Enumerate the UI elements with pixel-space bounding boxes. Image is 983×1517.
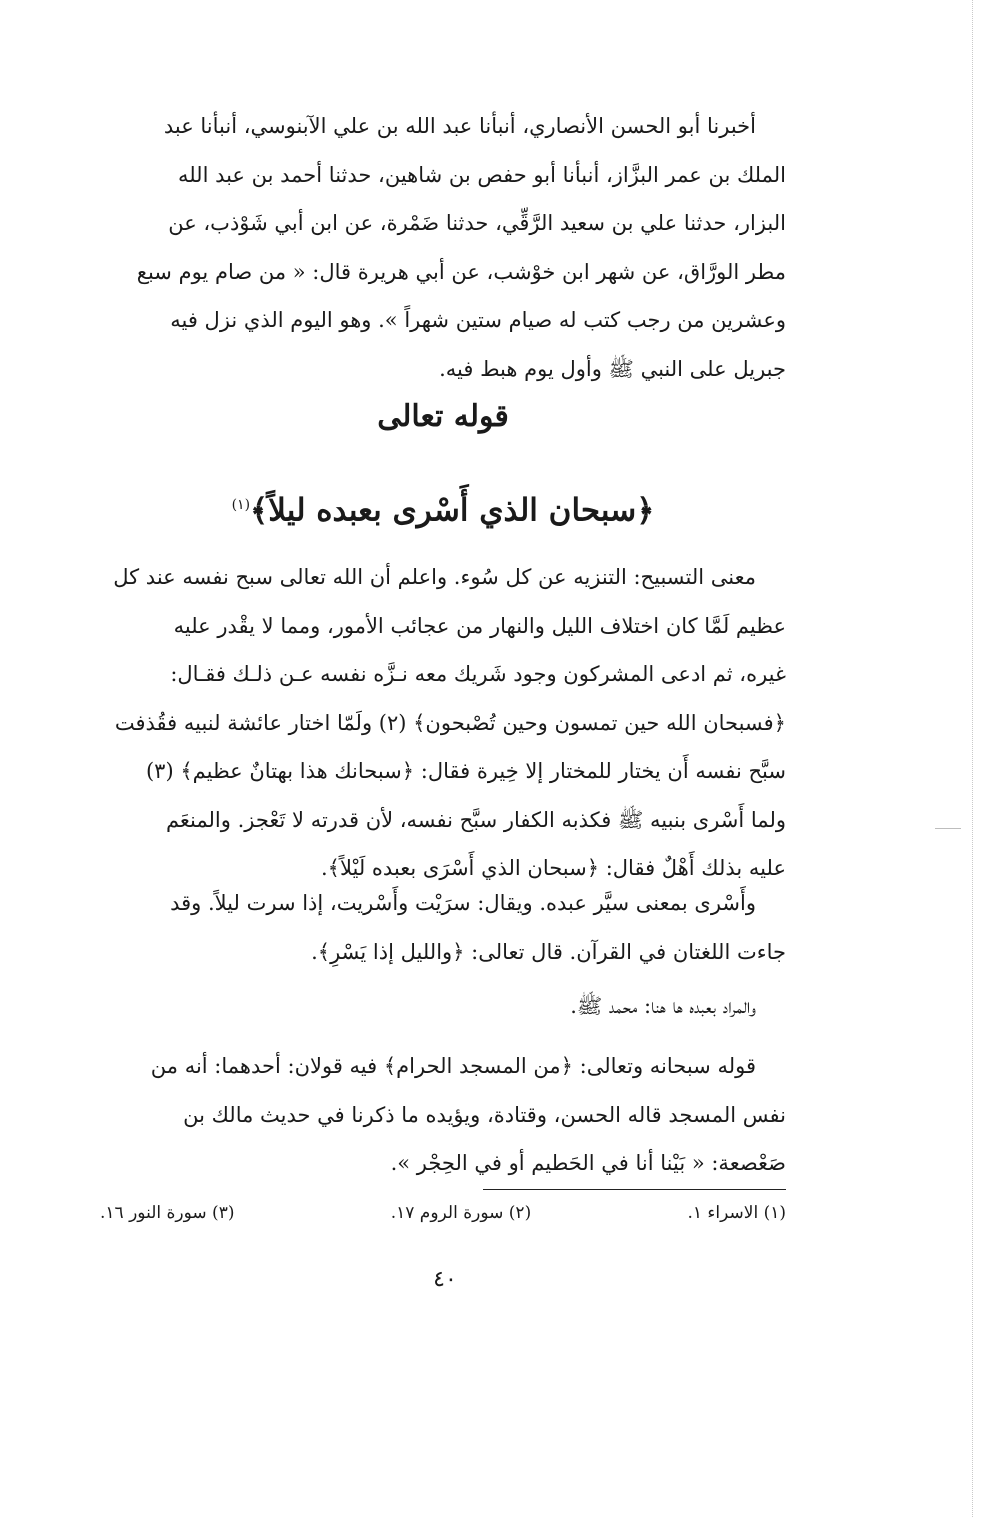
- footnote-2: (٢) سورة الروم ١٧.: [390, 1203, 532, 1223]
- text-line: أخبرنا أبو الحسن الأنصاري، أنبأنا عبد الله بن علي الآبنوسي، أنبأنا عبد: [163, 114, 756, 138]
- text-line: والمراد بعبده ها هنا: محمد ﷺ.: [570, 994, 756, 1018]
- text-line: عليه بذلك أَهْلٌ فقال: ﴿سبحان الذي أَسْرَى بعبده لَيْلاً﴾.: [321, 856, 786, 880]
- text-line: مطر الورَّاق، عن شهر ابن خوْشب، عن أبي هريرة قال: « من صام يوم سبع: [136, 259, 786, 284]
- paragraph-masjid: [100, 1042, 786, 1188]
- text-line: نفس المسجد قاله الحسن، وقتادة، ويؤيده ما ذكرنا في حديث مالك بن: [183, 1102, 786, 1127]
- verse-heading-text: ﴿سبحان الذي أَسْرى بعبده ليلاً﴾: [250, 492, 655, 529]
- paragraph-abdihi: [100, 982, 786, 1031]
- footnotes: [100, 1197, 786, 1229]
- page-number: ٤٠: [433, 1267, 457, 1292]
- text-line: ولما أَسْرى بنبيه ﷺ فكذبه الكفار سبَّح نفسه، لأن قدرته لا تَعْجز. والمنعَم: [165, 807, 786, 832]
- footnote-separator: [483, 1189, 786, 1190]
- paragraph-tasbih: [100, 553, 786, 893]
- text-line: غيره، ثم ادعى المشركون وجود شَريك معه نـزَّه نفسه عـن ذلـك فقـال:: [170, 662, 786, 686]
- text-line: سبَّح نفسه أَن يختار للمختار إلا خِيرة فقال: ﴿سبحانك هذا بهتانٌ عظيم﴾ (٣): [145, 759, 786, 783]
- text-line: عظيم لَمَّا كان اختلاف الليل والنهار من عجائب الأمور، ومما لا يقْدر عليه: [173, 613, 786, 638]
- page-edge-mark: [935, 828, 961, 829]
- section-heading: قوله تعالى: [377, 399, 509, 434]
- text-line: الملك بن عمر البزَّاز، أنبأنا أبو حفص بن شاهين، حدثنا أحمد بن عبد الله: [177, 162, 786, 187]
- paragraph-isnad: [100, 102, 786, 393]
- text-line: وعشرين من رجب كتب له صيام ستين شهراً ». وهو اليوم الذي نزل فيه: [170, 308, 786, 332]
- footnote-1: (١) الاسراء ١.: [687, 1203, 786, 1223]
- footnote-ref: (١): [231, 497, 251, 513]
- text-line: معنى التسبيح: التنزيه عن كل سُوء. واعلم أن الله تعالى سبح نفسه عند كل: [113, 565, 756, 589]
- text-line: جبريل على النبي ﷺ وأول يوم هبط فيه.: [439, 356, 786, 381]
- verse-heading: [100, 478, 786, 537]
- page-edge-line: [972, 0, 973, 1517]
- text-line: جاءت اللغتان في القرآن. قال تعالى: ﴿والليل إذا يَسْرِ﴾.: [311, 939, 786, 964]
- paragraph-asra: [100, 879, 786, 976]
- text-line: وأَسْرى بمعنى سيَّر عبده. ويقال: سرَيْت وأَسْريت، إذا سرت ليلاً. وقد: [170, 891, 756, 915]
- footnote-3: (٣) سورة النور ١٦.: [100, 1203, 235, 1223]
- text-line: قوله سبحانه وتعالى: ﴿من المسجد الحرام﴾ فيه قولان: أحدهما: أنه من: [150, 1054, 756, 1078]
- text-line: ﴿فسبحان الله حين تمسون وحين تُصْبحون﴾ (٢) ولَمّا اختار عائشة لنبيه فقُذفت: [114, 710, 786, 735]
- text-line: البزار، حدثنا علي بن سعيد الرَّقِّي، حدثنا ضَمْرة، عن ابن أبي شَوْذب، عن: [168, 211, 786, 235]
- text-line: صَعْصعة: « بَيْنا أنا في الحَطيم أو في الحِجْر ».: [390, 1151, 786, 1175]
